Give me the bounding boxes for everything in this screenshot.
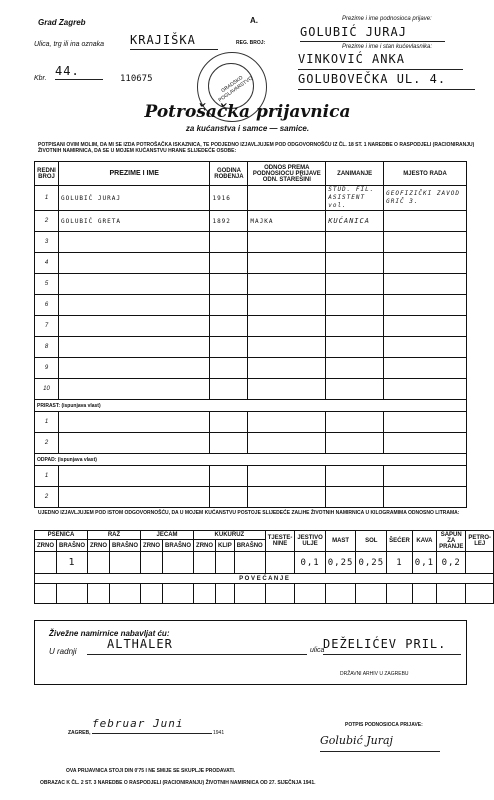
row-year[interactable] <box>210 358 248 379</box>
row-workplace[interactable] <box>384 433 467 454</box>
row-relation[interactable] <box>248 232 326 253</box>
row-year[interactable] <box>210 379 248 400</box>
applicant-field[interactable]: GOLUBIĆ JURAJ <box>300 25 445 42</box>
col-header-year: GODINA ROĐENJA <box>210 162 248 186</box>
sub-brasno: BRAŠNO <box>163 540 194 552</box>
prirast-label: PRIRAST: (ispunjava vlast) <box>35 400 467 412</box>
row-name[interactable]: GOLUBIĆ GRETA <box>58 211 209 232</box>
supplies-table <box>34 530 494 604</box>
row-relation[interactable] <box>248 433 326 454</box>
row-occupation[interactable] <box>326 316 384 337</box>
serial-number: 110675 <box>120 74 153 84</box>
form-letter: A. <box>250 16 258 25</box>
row-number: 2 <box>35 487 59 508</box>
table-row <box>35 295 467 316</box>
row-name[interactable] <box>58 253 209 274</box>
row-relation[interactable] <box>248 358 326 379</box>
row-workplace[interactable] <box>384 337 467 358</box>
sub-brasno: BRAŠNO <box>110 540 141 552</box>
shop-street-field[interactable]: DEŽELIĆEV PRIL. <box>323 637 461 655</box>
row-number: 8 <box>35 337 59 358</box>
supplies-group-row <box>35 531 494 540</box>
city-label: Grad Zagreb <box>38 18 86 27</box>
value-cell[interactable] <box>387 584 413 604</box>
value-cell[interactable] <box>110 584 141 604</box>
shop-label: U radnji <box>49 647 77 656</box>
row-number: 3 <box>35 232 59 253</box>
row-relation[interactable] <box>248 274 326 295</box>
value-cell[interactable]: 0,2 <box>437 552 466 574</box>
row-year[interactable]: 1892 <box>210 211 248 232</box>
row-name[interactable] <box>58 433 209 454</box>
row-number: 2 <box>35 433 59 454</box>
row-number: 10 <box>35 379 59 400</box>
value-cell[interactable] <box>437 584 466 604</box>
row-relation[interactable] <box>248 295 326 316</box>
col-secer: ŠEĆER <box>387 531 413 552</box>
row-year[interactable] <box>210 487 248 508</box>
group-jecam: JEČAM <box>141 531 194 540</box>
col-header-no: REDNI BROJ <box>35 162 59 186</box>
row-workplace[interactable] <box>384 316 467 337</box>
row-workplace[interactable] <box>384 274 467 295</box>
row-number: 9 <box>35 358 59 379</box>
row-workplace[interactable] <box>384 487 467 508</box>
row-year[interactable] <box>210 274 248 295</box>
value-cell[interactable] <box>265 584 295 604</box>
value-cell[interactable] <box>88 552 110 574</box>
sub-zrno: ZRNO <box>88 540 110 552</box>
value-cell[interactable] <box>325 584 356 604</box>
row-relation[interactable] <box>248 337 326 358</box>
row-occupation[interactable] <box>326 487 384 508</box>
row-name[interactable] <box>58 316 209 337</box>
col-kava: KAVA <box>412 531 436 552</box>
row-relation[interactable]: MAJKA <box>248 211 326 232</box>
row-occupation[interactable] <box>326 433 384 454</box>
row-workplace[interactable] <box>384 412 467 433</box>
row-name[interactable] <box>58 295 209 316</box>
row-number: 5 <box>35 274 59 295</box>
row-number: 1 <box>35 412 59 433</box>
value-cell[interactable] <box>412 584 436 604</box>
table-row <box>35 433 467 454</box>
value-cell[interactable] <box>234 584 265 604</box>
supplies-declaration: UJEDNO IZJAVLJUJEM POD ISTOM ODGOVORNOŠĆU, DA U MOJEM KUĆANSTVU POSTOJE SLIJEDEĆE ZALIHE ŽIVOTNIH NAMIRNICA U KILOGRAMIMA ODNOSNO LITRAMA: <box>38 510 460 516</box>
row-name[interactable]: GOLUBIĆ JURAJ <box>58 186 209 211</box>
sub-klip: KLIP <box>216 540 235 552</box>
table-row <box>35 412 467 433</box>
table-row <box>35 379 467 400</box>
row-year[interactable] <box>210 253 248 274</box>
table-row <box>35 211 467 232</box>
value-cell[interactable] <box>141 584 163 604</box>
col-header-name: PREZIME I IME <box>58 162 209 186</box>
row-number: 2 <box>35 211 59 232</box>
stamp-text: GRADSKO POGLAVARSTVO <box>217 74 254 104</box>
row-relation[interactable] <box>248 253 326 274</box>
value-cell[interactable]: 1 <box>387 552 413 574</box>
prirast-header-row <box>35 400 467 412</box>
row-workplace[interactable] <box>384 295 467 316</box>
row-relation[interactable] <box>248 186 326 211</box>
value-cell[interactable] <box>466 584 494 604</box>
place-label: ZAGREB, <box>68 730 91 736</box>
house-number-label: Kbr. <box>34 75 47 82</box>
col-mast: MAST <box>325 531 356 552</box>
landlord-field-1[interactable]: VINKOVIĆ ANKA <box>298 52 463 70</box>
col-header-relation: ODNOS PREMA PODNOSIOCU PRIJAVE ODN. STAREŠINI <box>248 162 326 186</box>
row-number: 6 <box>35 295 59 316</box>
value-cell[interactable] <box>163 552 194 574</box>
intro-declaration: POTPISANI OVIM MOLIM, DA MI SE IZDA POTROŠAČKA ISKAZNICA, TE PODJEDNO IZJAVLJUJEM POD ODGOVORNOŠĆU IZ ČL. 18 ST. 1 NAREDBE O RASPODJELI (RACIONIRANJU) ŽIVOTNIH NAMIRNICA, DA SE U MOJEM KUĆANSTVU HRANE SLIJEDEĆE OSOBE: <box>38 142 475 154</box>
row-workplace[interactable] <box>384 253 467 274</box>
value-cell[interactable] <box>110 552 141 574</box>
row-occupation[interactable] <box>326 412 384 433</box>
sub-zrno: ZRNO <box>141 540 163 552</box>
row-year[interactable] <box>210 295 248 316</box>
row-workplace[interactable] <box>384 466 467 487</box>
row-year[interactable] <box>210 232 248 253</box>
form-title: Potrošačka prijavnica <box>144 102 351 122</box>
value-cell[interactable]: 0,1 <box>295 552 325 574</box>
row-occupation[interactable] <box>326 295 384 316</box>
group-psenica: PŠENICA <box>35 531 88 540</box>
povecanje-label: P O V E Ć A N J E <box>35 574 494 584</box>
row-relation[interactable] <box>248 487 326 508</box>
row-occupation[interactable] <box>326 358 384 379</box>
table-row <box>35 316 467 337</box>
table-row <box>35 466 467 487</box>
value-cell[interactable] <box>216 584 235 604</box>
row-name[interactable] <box>58 466 209 487</box>
shop-field[interactable]: ALTHALER <box>87 637 307 655</box>
group-raz: RAŽ <box>88 531 141 540</box>
sub-zrno: ZRNO <box>35 540 57 552</box>
row-name[interactable] <box>58 337 209 358</box>
row-number: 1 <box>35 466 59 487</box>
povecanje-row <box>35 574 494 584</box>
value-cell[interactable] <box>234 552 265 574</box>
row-occupation[interactable] <box>326 466 384 487</box>
row-relation[interactable] <box>248 466 326 487</box>
table-row <box>35 487 467 508</box>
table-row <box>35 232 467 253</box>
row-name[interactable] <box>58 487 209 508</box>
row-year[interactable] <box>210 466 248 487</box>
value-cell[interactable] <box>194 584 216 604</box>
landlord-field-2[interactable]: GOLUBOVEČKA UL. 4. <box>298 72 475 90</box>
value-cell[interactable]: 0,25 <box>325 552 356 574</box>
row-workplace[interactable] <box>384 358 467 379</box>
form-reference-note: OBRAZAC K ČL. 2 ST. 3 NAREDBE O RASPODJELI (RACIONIRANJU) ŽIVOTNIH NAMIRNICA OD 27. SIJEČNJA 1941. <box>40 780 316 786</box>
house-number-field[interactable]: 44. <box>55 64 103 80</box>
row-year[interactable] <box>210 412 248 433</box>
value-cell[interactable] <box>216 552 235 574</box>
persons-table <box>34 161 467 508</box>
shop-street-label: ulica <box>310 647 325 654</box>
row-year[interactable] <box>210 337 248 358</box>
signature: Golubić Juraj <box>320 734 440 752</box>
value-cell[interactable]: 0,1 <box>412 552 436 574</box>
row-workplace[interactable] <box>384 379 467 400</box>
reg-label: REG. BROJ: <box>236 40 266 46</box>
row-occupation[interactable]: STUD. FIL. ASISTENT vol. <box>326 186 384 211</box>
row-year[interactable] <box>210 433 248 454</box>
row-year[interactable] <box>210 316 248 337</box>
value-cell[interactable] <box>356 584 387 604</box>
street-field[interactable]: KRAJIŠKA <box>130 33 218 50</box>
row-relation[interactable] <box>248 316 326 337</box>
sub-brasno: BRAŠNO <box>57 540 88 552</box>
row-occupation[interactable] <box>326 232 384 253</box>
row-name[interactable] <box>58 232 209 253</box>
value-cell[interactable] <box>265 552 295 574</box>
col-ulje: JESTIVO ULJE <box>295 531 325 552</box>
row-number: 7 <box>35 316 59 337</box>
value-cell[interactable] <box>57 584 88 604</box>
archive-label: DRŽAVNI ARHIV U ZAGREBU <box>340 671 409 677</box>
odpad-label: ODPAD: (ispunjava vlast) <box>35 454 467 466</box>
col-sapun: SAPUN ZA PRANJE <box>437 531 466 552</box>
row-number: 1 <box>35 186 59 211</box>
table-row <box>35 358 467 379</box>
applicant-label: Prezime i ime podnosioca prijave: <box>342 16 432 22</box>
table-row <box>35 186 467 211</box>
sub-zrno: ZRNO <box>194 540 216 552</box>
odpad-header-row <box>35 454 467 466</box>
signature-label: POTPIS PODNOSIOCA PRIJAVE: <box>345 722 423 728</box>
table-row <box>35 274 467 295</box>
value-cell[interactable] <box>88 584 110 604</box>
col-sol: SOL <box>356 531 387 552</box>
value-cell[interactable] <box>163 584 194 604</box>
col-tjestenine: TJESTE-NINE <box>265 531 295 552</box>
povecanje-values-row <box>35 584 494 604</box>
price-note: OVA PRIJAVNICA STOJI DIN 0'75 I NE SMIJE SE SKUPLJE PRODAVATI. <box>66 768 236 774</box>
sub-brasno: BRAŠNO <box>234 540 265 552</box>
row-occupation[interactable]: KUĆANICA <box>326 211 384 232</box>
col-header-occupation: ZANIMANJE <box>326 162 384 186</box>
row-name[interactable] <box>58 274 209 295</box>
shop-heading: Živežne namirnice nabavljat ću: <box>49 629 170 638</box>
value-cell[interactable] <box>141 552 163 574</box>
value-cell[interactable]: 1 <box>57 552 88 574</box>
landlord-label: Prezime i ime i stan kućevlasnika: <box>342 44 433 50</box>
value-cell[interactable] <box>35 584 57 604</box>
row-workplace[interactable] <box>384 232 467 253</box>
shop-box <box>34 620 467 685</box>
year-label: 1941 <box>213 730 225 736</box>
col-petrolej: PETRO-LEJ <box>466 531 494 552</box>
persons-table-header <box>35 162 467 186</box>
value-cell[interactable] <box>295 584 325 604</box>
street-label: Ulica, trg ili ina oznaka <box>34 41 105 48</box>
table-row <box>35 253 467 274</box>
value-cell[interactable]: 0,25 <box>356 552 387 574</box>
col-header-workplace: MJESTO RADA <box>384 162 467 186</box>
row-name[interactable] <box>58 379 209 400</box>
row-number: 4 <box>35 253 59 274</box>
row-occupation[interactable] <box>326 274 384 295</box>
row-name[interactable] <box>58 358 209 379</box>
row-relation[interactable] <box>248 412 326 433</box>
row-occupation[interactable] <box>326 253 384 274</box>
row-relation[interactable] <box>248 379 326 400</box>
row-workplace[interactable]: GEOFIZIČKI ZAVOD GRIČ 3. <box>384 186 467 211</box>
row-occupation[interactable] <box>326 337 384 358</box>
row-occupation[interactable] <box>326 379 384 400</box>
row-workplace[interactable] <box>384 211 467 232</box>
form-subtitle: za kućanstva i samce — samice. <box>185 124 310 133</box>
row-year[interactable]: 1916 <box>210 186 248 211</box>
row-name[interactable] <box>58 412 209 433</box>
group-kukuruz: KUKURUZ <box>194 531 266 540</box>
date-field[interactable]: februar Juni <box>92 717 212 734</box>
table-row <box>35 337 467 358</box>
value-cell[interactable] <box>35 552 57 574</box>
supplies-values-row <box>35 552 494 574</box>
value-cell[interactable] <box>194 552 216 574</box>
value-cell[interactable] <box>466 552 494 574</box>
